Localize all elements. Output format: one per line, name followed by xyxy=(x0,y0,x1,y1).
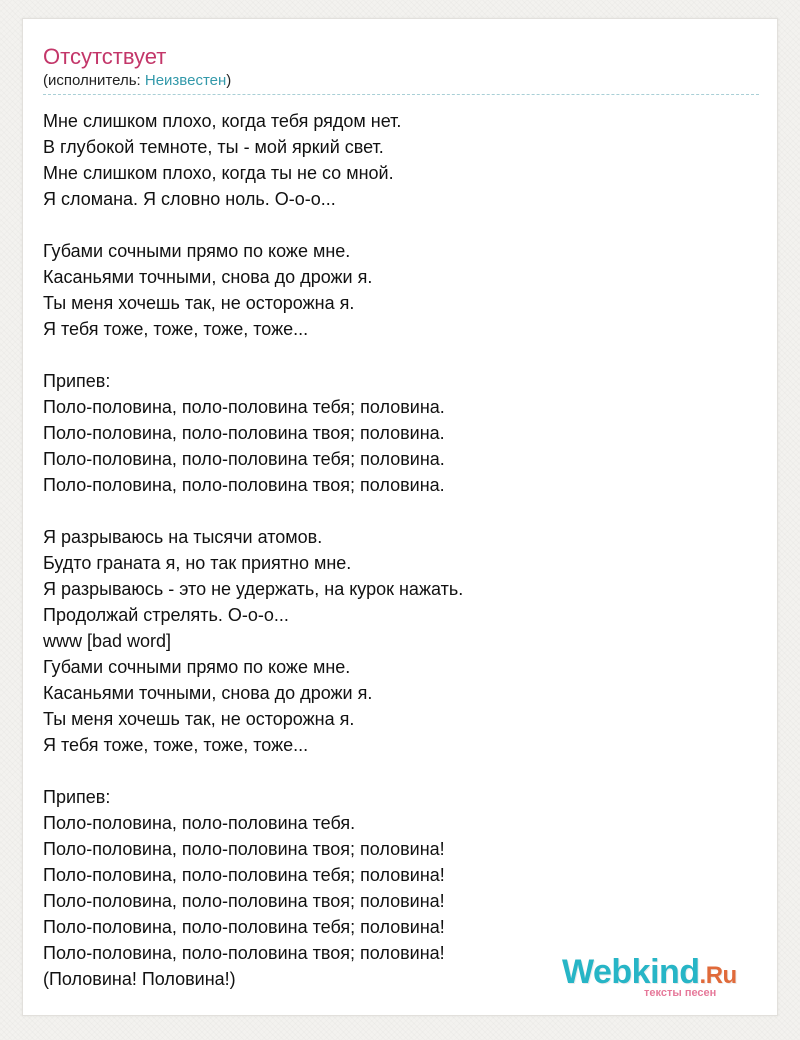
lyric-line: Поло-половина, поло-половина твоя; половина. xyxy=(43,475,445,495)
lyric-line: Мне слишком плохо, когда тебя рядом нет. xyxy=(43,111,402,131)
lyric-line: Поло-половина, поло-половина тебя; половина. xyxy=(43,397,445,417)
lyric-line: Я тебя тоже, тоже, тоже, тоже... xyxy=(43,735,309,755)
lyric-blank-line xyxy=(43,342,759,368)
lyric-line: В глубокой темноте, ты - мой яркий свет. xyxy=(43,137,384,157)
lyric-blank-line xyxy=(43,498,759,524)
artist-line xyxy=(43,71,231,91)
lyric-line: Поло-половина, поло-половина тебя; половина! xyxy=(43,865,445,885)
lyric-blank-line xyxy=(43,758,759,784)
lyric-line: Касаньями точными, снова до дрожи я. xyxy=(43,267,373,287)
lyric-line: Продолжай стрелять. О-о-о... xyxy=(43,605,289,625)
lyric-line: Мне слишком плохо, когда ты не со мной. xyxy=(43,163,394,183)
lyric-line: Поло-половина, поло-половина твоя; половина! xyxy=(43,839,445,859)
lyric-line: Губами сочными прямо по коже мне. xyxy=(43,657,351,677)
lyric-blank-line xyxy=(43,212,759,238)
artist-suffix: ) xyxy=(226,72,232,89)
lyric-line: Ты меня хочешь так, не осторожна я. xyxy=(43,709,355,729)
lyric-line: www [bad word] xyxy=(43,631,172,651)
lyric-line: Губами сочными прямо по коже мне. xyxy=(43,241,351,261)
lyrics-card xyxy=(22,18,778,1016)
lyric-line: Я разрываюсь - это не удержать, на курок нажать. xyxy=(43,579,464,599)
lyric-line: Поло-половина, поло-половина тебя. xyxy=(43,813,356,833)
lyric-line: Поло-половина, поло-половина твоя; половина! xyxy=(43,943,445,963)
lyric-line: (Половина! Половина!) xyxy=(43,969,236,989)
site-logo[interactable] xyxy=(562,952,752,998)
lyric-line: Я тебя тоже, тоже, тоже, тоже... xyxy=(43,319,309,339)
lyric-line: Припев: xyxy=(43,371,111,391)
lyric-line: Поло-половина, поло-половина тебя; половина! xyxy=(43,917,445,937)
lyric-line: Я сломана. Я словно ноль. О-о-о... xyxy=(43,189,336,209)
lyric-line: Ты меня хочешь так, не осторожна я. xyxy=(43,293,355,313)
logo-tagline: тексты песен xyxy=(644,987,717,999)
lyric-line: Припев: xyxy=(43,787,111,807)
lyrics-text xyxy=(43,108,759,992)
artist-link[interactable]: Неизвестен xyxy=(144,72,227,89)
song-title: Отсутствует xyxy=(43,44,167,69)
lyric-line: Будто граната я, но так приятно мне. xyxy=(43,553,352,573)
lyric-line: Поло-половина, поло-половина тебя; половина. xyxy=(43,449,445,469)
logo-tld: .Ru xyxy=(699,962,737,989)
lyric-line: Касаньями точными, снова до дрожи я. xyxy=(43,683,373,703)
logo-name: Webkind xyxy=(562,953,700,991)
lyric-line: Я разрываюсь на тысячи атомов. xyxy=(43,527,323,547)
artist-prefix: (исполнитель: xyxy=(43,72,145,89)
lyric-line: Поло-половина, поло-половина твоя; половина. xyxy=(43,423,445,443)
title-divider xyxy=(43,94,759,95)
lyric-line: Поло-половина, поло-половина твоя; половина! xyxy=(43,891,445,911)
